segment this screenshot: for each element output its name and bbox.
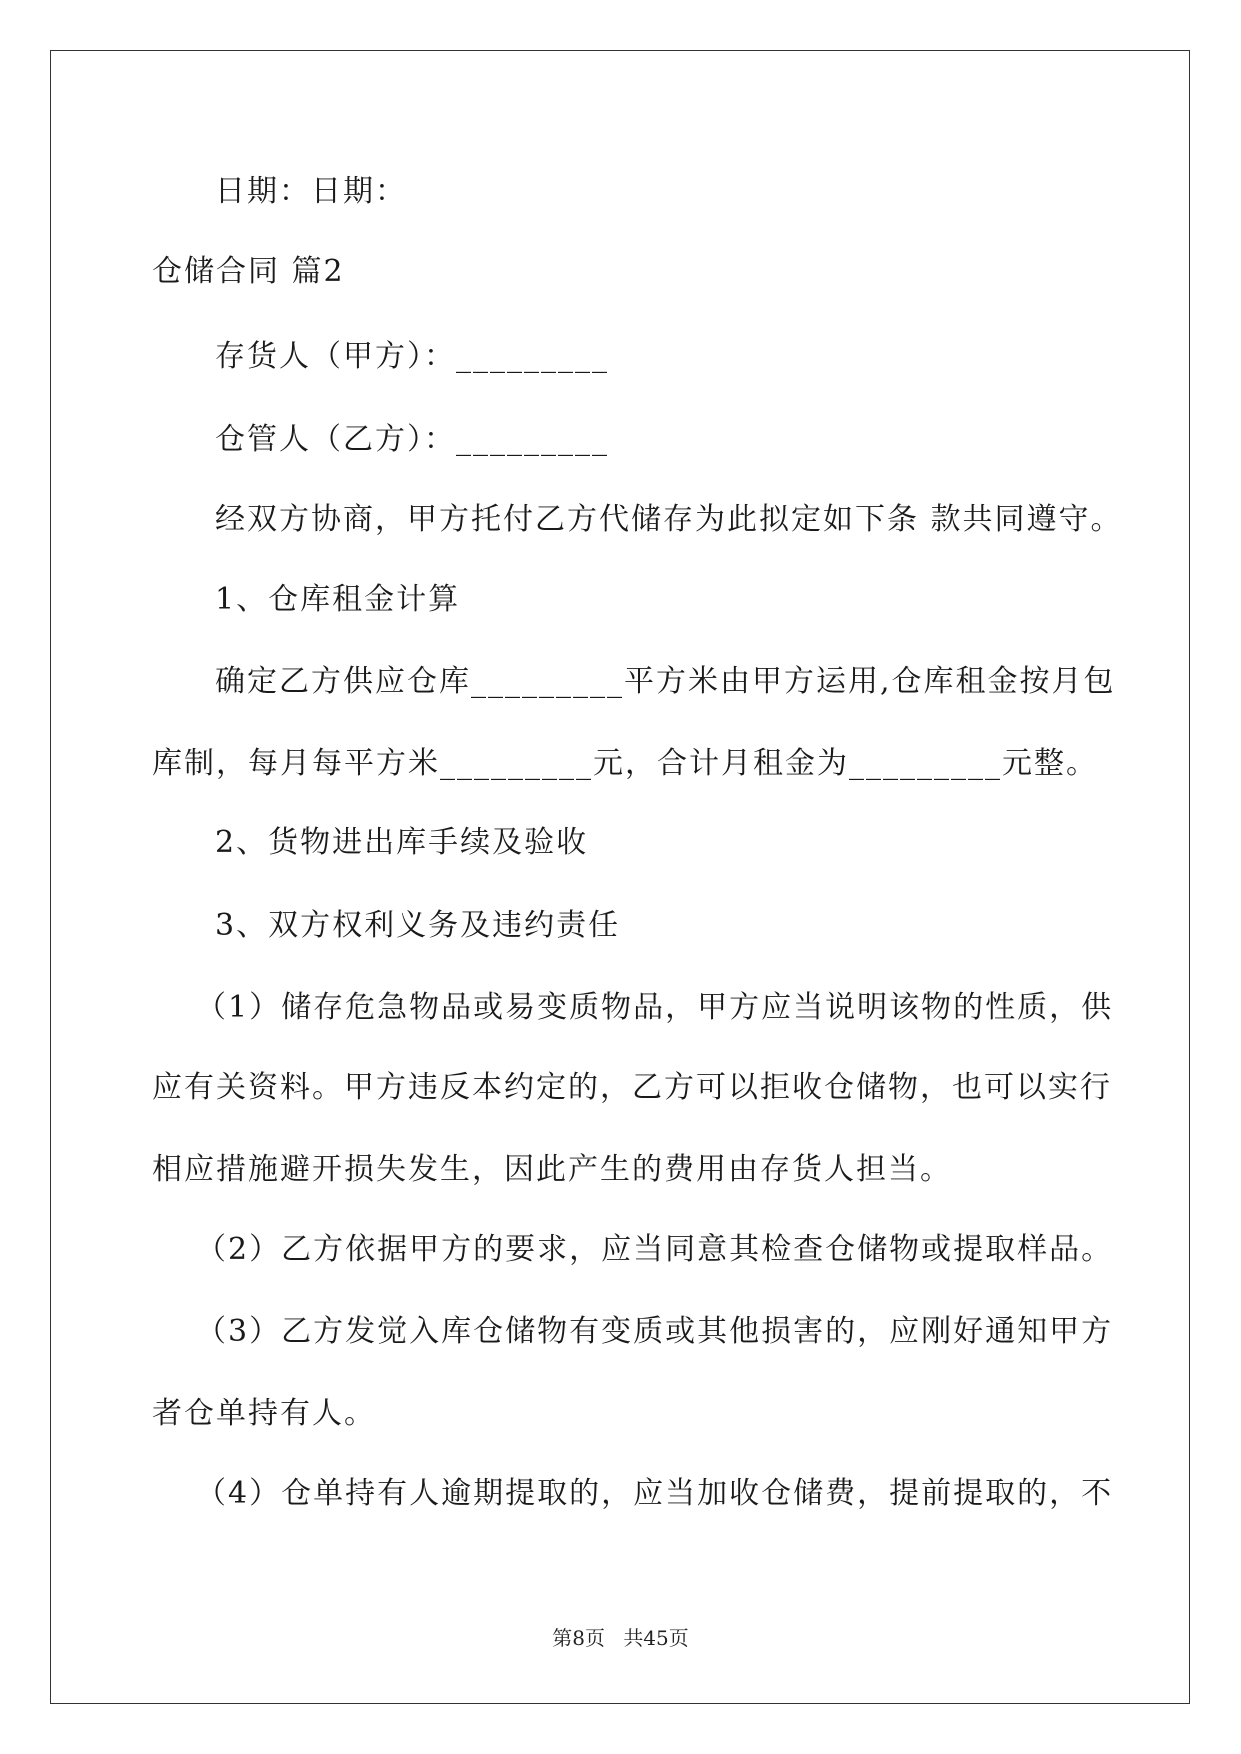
- clause-1-text-line-2: 库制，每月每平方米_________元，合计月租金为_________元整。: [152, 746, 1098, 781]
- clause-1-text-line-1: 确定乙方供应仓库_________平方米由甲方运用,仓库租金按月包: [215, 664, 1116, 699]
- item-4-line-1: （4）仓单持有人逾期提取的，应当加收仓储费，提前提取的，不: [196, 1476, 1114, 1511]
- page-total: 共45页: [623, 1626, 689, 1650]
- page-footer: [0, 1626, 1241, 1650]
- party-b-line: 仓管人（乙方）：_________: [215, 422, 609, 457]
- clause-3-heading: 3、双方权利义务及违约责任: [215, 908, 621, 943]
- item-1-line-3: 相应措施避开损失发生，因此产生的费用由存货人担当。: [152, 1152, 952, 1187]
- item-2-line-1: （2）乙方依据甲方的要求，应当同意其检查仓储物或提取样品。: [196, 1232, 1114, 1267]
- item-3-line-2: 者仓单持有人。: [152, 1396, 376, 1431]
- clause-2-heading: 2、货物进出库手续及验收: [215, 825, 589, 860]
- item-3-line-1: （3）乙方发觉入库仓储物有变质或其他损害的，应刚好通知甲方: [196, 1314, 1114, 1349]
- item-1-line-1: （1）储存危急物品或易变质物品，甲方应当说明该物的性质，供: [196, 990, 1114, 1025]
- date-line: 日期：日期：: [215, 174, 407, 209]
- page-border: [50, 50, 1190, 1704]
- clause-1-heading: 1、仓库租金计算: [215, 582, 461, 617]
- party-a-line: 存货人（甲方）：_________: [215, 339, 609, 374]
- page-number: 第8页: [552, 1626, 605, 1650]
- item-1-line-2: 应有关资料。甲方违反本约定的，乙方可以拒收仓储物，也可以实行: [152, 1070, 1112, 1105]
- preamble-line: 经双方协商，甲方托付乙方代储存为此拟定如下条 款共同遵守。: [215, 502, 1123, 537]
- section-title: 仓储合同 篇2: [152, 254, 345, 289]
